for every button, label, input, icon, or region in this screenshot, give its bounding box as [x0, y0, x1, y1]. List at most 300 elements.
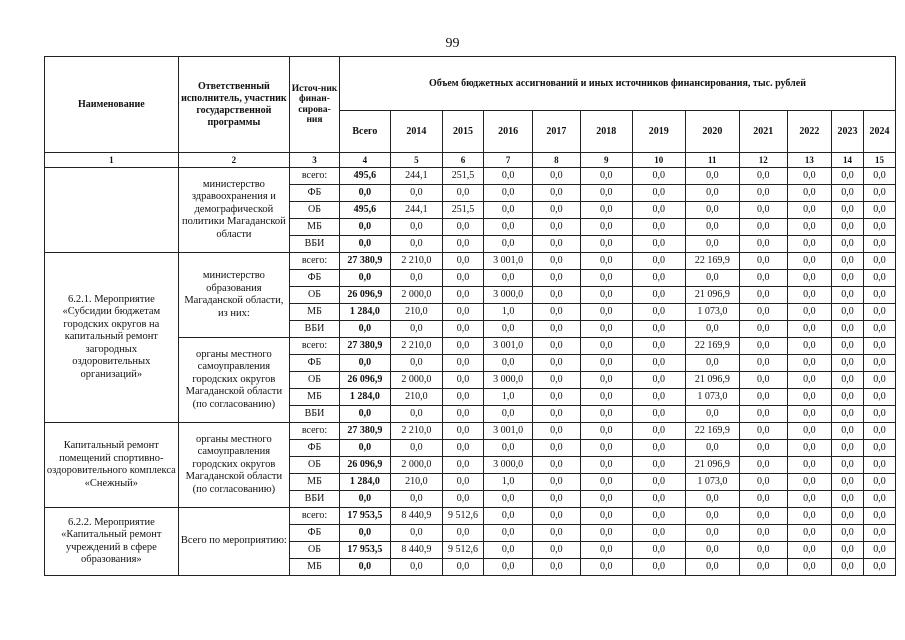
value-cell: 0,0 [390, 236, 442, 253]
total-cell: 0,0 [339, 219, 390, 236]
column-number: 1 [45, 153, 179, 168]
value-cell: 0,0 [863, 491, 895, 508]
value-cell: 0,0 [442, 185, 483, 202]
value-cell: 0,0 [442, 559, 483, 576]
value-cell: 0,0 [832, 355, 864, 372]
header-year: Всего [339, 111, 390, 153]
value-cell: 0,0 [787, 491, 832, 508]
total-cell: 26 096,9 [339, 287, 390, 304]
column-number: 4 [339, 153, 390, 168]
value-cell: 0,0 [863, 474, 895, 491]
value-cell: 0,0 [484, 219, 533, 236]
value-cell: 0,0 [832, 253, 864, 270]
value-cell: 251,5 [442, 202, 483, 219]
column-number: 2 [178, 153, 289, 168]
value-cell: 0,0 [442, 457, 483, 474]
value-cell: 0,0 [484, 202, 533, 219]
value-cell: 0,0 [533, 270, 581, 287]
total-cell: 27 380,9 [339, 423, 390, 440]
value-cell: 0,0 [580, 270, 632, 287]
value-cell: 22 169,9 [685, 253, 739, 270]
value-cell: 0,0 [832, 321, 864, 338]
column-number: 3 [290, 153, 340, 168]
source-cell: всего: [290, 423, 340, 440]
value-cell: 0,0 [484, 236, 533, 253]
value-cell: 0,0 [863, 236, 895, 253]
value-cell: 0,0 [685, 559, 739, 576]
value-cell: 0,0 [632, 457, 685, 474]
header-year: 2021 [739, 111, 787, 153]
column-number: 5 [390, 153, 442, 168]
value-cell: 0,0 [863, 270, 895, 287]
value-cell: 0,0 [739, 219, 787, 236]
value-cell: 22 169,9 [685, 423, 739, 440]
value-cell: 0,0 [739, 202, 787, 219]
header-source: Источ-ник финан-сирова-ния [290, 57, 340, 153]
value-cell: 0,0 [739, 185, 787, 202]
column-number: 8 [533, 153, 581, 168]
value-cell: 0,0 [632, 253, 685, 270]
source-cell: ВБИ [290, 491, 340, 508]
value-cell: 0,0 [632, 202, 685, 219]
value-cell: 0,0 [533, 338, 581, 355]
value-cell: 3 000,0 [484, 372, 533, 389]
value-cell: 0,0 [580, 542, 632, 559]
value-cell: 0,0 [632, 270, 685, 287]
source-cell: ФБ [290, 355, 340, 372]
value-cell: 1 073,0 [685, 474, 739, 491]
value-cell: 0,0 [632, 219, 685, 236]
activity-name [45, 168, 179, 253]
value-cell: 0,0 [739, 304, 787, 321]
value-cell: 0,0 [739, 423, 787, 440]
value-cell: 0,0 [739, 474, 787, 491]
value-cell: 0,0 [580, 355, 632, 372]
value-cell: 0,0 [787, 423, 832, 440]
value-cell: 0,0 [632, 355, 685, 372]
header-year: 2022 [787, 111, 832, 153]
value-cell: 0,0 [442, 355, 483, 372]
total-cell: 17 953,5 [339, 508, 390, 525]
value-cell: 21 096,9 [685, 287, 739, 304]
value-cell: 2 000,0 [390, 457, 442, 474]
value-cell: 0,0 [580, 253, 632, 270]
source-cell: ВБИ [290, 236, 340, 253]
value-cell: 0,0 [739, 236, 787, 253]
value-cell: 0,0 [739, 491, 787, 508]
total-cell: 0,0 [339, 355, 390, 372]
value-cell: 0,0 [739, 559, 787, 576]
value-cell: 0,0 [533, 355, 581, 372]
value-cell: 8 440,9 [390, 508, 442, 525]
source-cell: ФБ [290, 440, 340, 457]
source-cell: ФБ [290, 525, 340, 542]
value-cell: 0,0 [787, 321, 832, 338]
value-cell: 3 001,0 [484, 253, 533, 270]
value-cell: 0,0 [832, 440, 864, 457]
value-cell: 0,0 [484, 508, 533, 525]
header-executor: Ответственный исполнитель, участник государственной программы [178, 57, 289, 153]
total-cell: 0,0 [339, 559, 390, 576]
value-cell: 0,0 [863, 389, 895, 406]
header-year: 2015 [442, 111, 483, 153]
value-cell: 0,0 [832, 406, 864, 423]
value-cell: 0,0 [533, 542, 581, 559]
value-cell: 0,0 [580, 474, 632, 491]
value-cell: 0,0 [442, 423, 483, 440]
value-cell: 0,0 [685, 491, 739, 508]
source-cell: всего: [290, 168, 340, 185]
value-cell: 0,0 [632, 185, 685, 202]
header-year: 2018 [580, 111, 632, 153]
value-cell: 2 210,0 [390, 423, 442, 440]
value-cell: 0,0 [863, 423, 895, 440]
header-year: 2014 [390, 111, 442, 153]
value-cell: 0,0 [832, 457, 864, 474]
value-cell: 0,0 [739, 372, 787, 389]
column-number-row [45, 153, 896, 168]
value-cell: 0,0 [442, 491, 483, 508]
value-cell: 0,0 [533, 525, 581, 542]
header-year: 2023 [832, 111, 864, 153]
value-cell: 0,0 [442, 338, 483, 355]
value-cell: 0,0 [787, 508, 832, 525]
value-cell: 0,0 [863, 338, 895, 355]
value-cell: 2 000,0 [390, 372, 442, 389]
value-cell: 0,0 [484, 440, 533, 457]
value-cell: 0,0 [832, 304, 864, 321]
value-cell: 0,0 [533, 474, 581, 491]
value-cell: 0,0 [832, 338, 864, 355]
value-cell: 0,0 [632, 423, 685, 440]
total-cell: 0,0 [339, 185, 390, 202]
value-cell: 0,0 [632, 559, 685, 576]
value-cell: 0,0 [580, 185, 632, 202]
value-cell: 0,0 [632, 491, 685, 508]
value-cell: 0,0 [632, 236, 685, 253]
column-number: 12 [739, 153, 787, 168]
total-cell: 0,0 [339, 525, 390, 542]
column-number: 14 [832, 153, 864, 168]
value-cell: 0,0 [442, 270, 483, 287]
value-cell: 0,0 [390, 321, 442, 338]
value-cell: 0,0 [863, 355, 895, 372]
value-cell: 0,0 [739, 406, 787, 423]
value-cell: 0,0 [632, 287, 685, 304]
value-cell: 0,0 [580, 304, 632, 321]
activity-name: 6.2.2. Мероприятие «Капитальный ремонт учреждений в сфере образования» [45, 508, 179, 576]
total-cell: 1 284,0 [339, 304, 390, 321]
header-year: 2016 [484, 111, 533, 153]
value-cell: 0,0 [863, 457, 895, 474]
column-number: 9 [580, 153, 632, 168]
value-cell: 244,1 [390, 202, 442, 219]
value-cell: 0,0 [863, 253, 895, 270]
value-cell: 0,0 [632, 338, 685, 355]
value-cell: 210,0 [390, 474, 442, 491]
value-cell: 0,0 [442, 474, 483, 491]
executor-cell: Всего по мероприятию: [178, 508, 289, 576]
value-cell: 0,0 [484, 321, 533, 338]
source-cell: ОБ [290, 372, 340, 389]
value-cell: 0,0 [442, 219, 483, 236]
value-cell: 0,0 [533, 372, 581, 389]
value-cell: 0,0 [533, 168, 581, 185]
value-cell: 0,0 [863, 287, 895, 304]
source-cell: ОБ [290, 202, 340, 219]
value-cell: 0,0 [787, 559, 832, 576]
value-cell: 0,0 [739, 457, 787, 474]
total-cell: 0,0 [339, 440, 390, 457]
value-cell: 0,0 [863, 321, 895, 338]
value-cell: 0,0 [685, 168, 739, 185]
value-cell: 0,0 [580, 525, 632, 542]
value-cell: 0,0 [632, 321, 685, 338]
value-cell: 0,0 [390, 525, 442, 542]
source-cell: ОБ [290, 542, 340, 559]
executor-cell: органы местного самоуправления городских округов Магаданской области (по согласованию) [178, 423, 289, 508]
value-cell: 0,0 [787, 406, 832, 423]
value-cell: 0,0 [484, 185, 533, 202]
value-cell: 3 000,0 [484, 457, 533, 474]
value-cell: 9 512,6 [442, 508, 483, 525]
value-cell: 0,0 [580, 559, 632, 576]
value-cell: 0,0 [533, 219, 581, 236]
value-cell: 0,0 [685, 355, 739, 372]
value-cell: 0,0 [863, 508, 895, 525]
value-cell: 0,0 [580, 406, 632, 423]
value-cell: 0,0 [863, 372, 895, 389]
value-cell: 0,0 [533, 389, 581, 406]
value-cell: 0,0 [832, 236, 864, 253]
value-cell: 0,0 [787, 236, 832, 253]
value-cell: 0,0 [390, 440, 442, 457]
value-cell: 0,0 [739, 287, 787, 304]
header-name: Наименование [45, 57, 179, 153]
value-cell: 0,0 [533, 185, 581, 202]
value-cell: 3 001,0 [484, 423, 533, 440]
header-funding-title: Объем бюджетных ассигнований и иных источников финансирования, тыс. рублей [339, 57, 895, 111]
page-number: 99 [445, 36, 460, 51]
total-cell: 495,6 [339, 202, 390, 219]
value-cell: 0,0 [787, 440, 832, 457]
budget-table [44, 56, 896, 576]
value-cell: 0,0 [787, 389, 832, 406]
value-cell: 0,0 [832, 219, 864, 236]
value-cell: 0,0 [442, 253, 483, 270]
value-cell: 0,0 [787, 287, 832, 304]
value-cell: 0,0 [832, 287, 864, 304]
value-cell: 0,0 [832, 185, 864, 202]
value-cell: 244,1 [390, 168, 442, 185]
value-cell: 0,0 [863, 525, 895, 542]
value-cell: 1,0 [484, 304, 533, 321]
value-cell: 0,0 [533, 287, 581, 304]
value-cell: 0,0 [739, 253, 787, 270]
value-cell: 0,0 [442, 389, 483, 406]
value-cell: 0,0 [863, 185, 895, 202]
column-number: 6 [442, 153, 483, 168]
value-cell: 0,0 [832, 525, 864, 542]
value-cell: 0,0 [739, 525, 787, 542]
total-cell: 26 096,9 [339, 372, 390, 389]
value-cell: 0,0 [863, 406, 895, 423]
value-cell: 0,0 [863, 542, 895, 559]
value-cell: 0,0 [442, 372, 483, 389]
column-number: 7 [484, 153, 533, 168]
total-cell: 0,0 [339, 236, 390, 253]
value-cell: 0,0 [533, 321, 581, 338]
value-cell: 0,0 [685, 185, 739, 202]
value-cell: 0,0 [484, 525, 533, 542]
value-cell: 0,0 [787, 372, 832, 389]
value-cell: 0,0 [533, 440, 581, 457]
value-cell: 3 001,0 [484, 338, 533, 355]
value-cell: 0,0 [685, 321, 739, 338]
value-cell: 1 073,0 [685, 304, 739, 321]
value-cell: 0,0 [484, 559, 533, 576]
value-cell: 0,0 [533, 304, 581, 321]
source-cell: всего: [290, 508, 340, 525]
value-cell: 0,0 [632, 406, 685, 423]
value-cell: 0,0 [787, 168, 832, 185]
total-cell: 0,0 [339, 406, 390, 423]
value-cell: 0,0 [580, 202, 632, 219]
value-cell: 0,0 [863, 559, 895, 576]
value-cell: 0,0 [390, 406, 442, 423]
value-cell: 0,0 [390, 185, 442, 202]
value-cell: 0,0 [832, 508, 864, 525]
table-row [45, 253, 896, 270]
value-cell: 0,0 [442, 525, 483, 542]
value-cell: 0,0 [390, 219, 442, 236]
value-cell: 0,0 [832, 389, 864, 406]
value-cell: 0,0 [832, 168, 864, 185]
source-cell: МБ [290, 219, 340, 236]
total-cell: 1 284,0 [339, 389, 390, 406]
value-cell: 0,0 [632, 508, 685, 525]
value-cell: 0,0 [390, 491, 442, 508]
value-cell: 0,0 [442, 304, 483, 321]
value-cell: 0,0 [580, 423, 632, 440]
value-cell: 0,0 [632, 525, 685, 542]
value-cell: 0,0 [533, 253, 581, 270]
value-cell: 0,0 [533, 236, 581, 253]
value-cell: 0,0 [787, 253, 832, 270]
value-cell: 0,0 [863, 304, 895, 321]
value-cell: 0,0 [533, 491, 581, 508]
header-year: 2020 [685, 111, 739, 153]
value-cell: 1 073,0 [685, 389, 739, 406]
value-cell: 0,0 [580, 389, 632, 406]
value-cell: 0,0 [863, 219, 895, 236]
value-cell: 0,0 [580, 287, 632, 304]
value-cell: 0,0 [580, 372, 632, 389]
value-cell: 0,0 [580, 321, 632, 338]
value-cell: 0,0 [484, 355, 533, 372]
value-cell: 0,0 [787, 474, 832, 491]
total-cell: 27 380,9 [339, 338, 390, 355]
value-cell: 0,0 [484, 270, 533, 287]
value-cell: 0,0 [685, 440, 739, 457]
value-cell: 0,0 [632, 304, 685, 321]
value-cell: 0,0 [442, 236, 483, 253]
source-cell: МБ [290, 474, 340, 491]
value-cell: 0,0 [533, 559, 581, 576]
value-cell: 0,0 [685, 270, 739, 287]
value-cell: 0,0 [787, 457, 832, 474]
value-cell: 0,0 [739, 338, 787, 355]
value-cell: 0,0 [533, 508, 581, 525]
column-number: 10 [632, 153, 685, 168]
source-cell: всего: [290, 253, 340, 270]
value-cell: 0,0 [390, 270, 442, 287]
source-cell: МБ [290, 559, 340, 576]
value-cell: 1,0 [484, 474, 533, 491]
value-cell: 0,0 [442, 440, 483, 457]
value-cell: 0,0 [739, 440, 787, 457]
value-cell: 0,0 [832, 559, 864, 576]
value-cell: 0,0 [390, 559, 442, 576]
value-cell: 9 512,6 [442, 542, 483, 559]
value-cell: 21 096,9 [685, 457, 739, 474]
value-cell: 0,0 [739, 389, 787, 406]
activity-name: 6.2.1. Мероприятие «Субсидии бюджетам городских округов на капитальный ремонт загородных оздоровительных организаций» [45, 253, 179, 423]
source-cell: всего: [290, 338, 340, 355]
value-cell: 0,0 [787, 542, 832, 559]
total-cell: 27 380,9 [339, 253, 390, 270]
value-cell: 0,0 [787, 270, 832, 287]
value-cell: 0,0 [533, 202, 581, 219]
value-cell: 0,0 [442, 406, 483, 423]
value-cell: 0,0 [739, 542, 787, 559]
value-cell: 21 096,9 [685, 372, 739, 389]
value-cell: 0,0 [632, 440, 685, 457]
value-cell: 0,0 [832, 372, 864, 389]
value-cell: 0,0 [787, 185, 832, 202]
value-cell: 0,0 [685, 542, 739, 559]
value-cell: 0,0 [484, 168, 533, 185]
total-cell: 26 096,9 [339, 457, 390, 474]
column-number: 15 [863, 153, 895, 168]
value-cell: 0,0 [832, 423, 864, 440]
value-cell: 2 000,0 [390, 287, 442, 304]
value-cell: 0,0 [739, 355, 787, 372]
value-cell: 0,0 [739, 321, 787, 338]
value-cell: 0,0 [580, 168, 632, 185]
value-cell: 0,0 [580, 491, 632, 508]
value-cell: 8 440,9 [390, 542, 442, 559]
value-cell: 0,0 [632, 372, 685, 389]
value-cell: 0,0 [580, 508, 632, 525]
total-cell: 0,0 [339, 270, 390, 287]
table-row [45, 508, 896, 525]
value-cell: 2 210,0 [390, 338, 442, 355]
source-cell: ОБ [290, 457, 340, 474]
value-cell: 0,0 [832, 474, 864, 491]
column-number: 11 [685, 153, 739, 168]
value-cell: 0,0 [484, 542, 533, 559]
value-cell: 0,0 [685, 219, 739, 236]
value-cell: 0,0 [632, 389, 685, 406]
value-cell: 0,0 [832, 491, 864, 508]
value-cell: 2 210,0 [390, 253, 442, 270]
activity-name: Капитальный ремонт помещений спортивно-оздоровительного комплекса «Снежный» [45, 423, 179, 508]
value-cell: 0,0 [390, 355, 442, 372]
value-cell: 0,0 [832, 202, 864, 219]
value-cell: 0,0 [832, 270, 864, 287]
source-cell: ВБИ [290, 406, 340, 423]
